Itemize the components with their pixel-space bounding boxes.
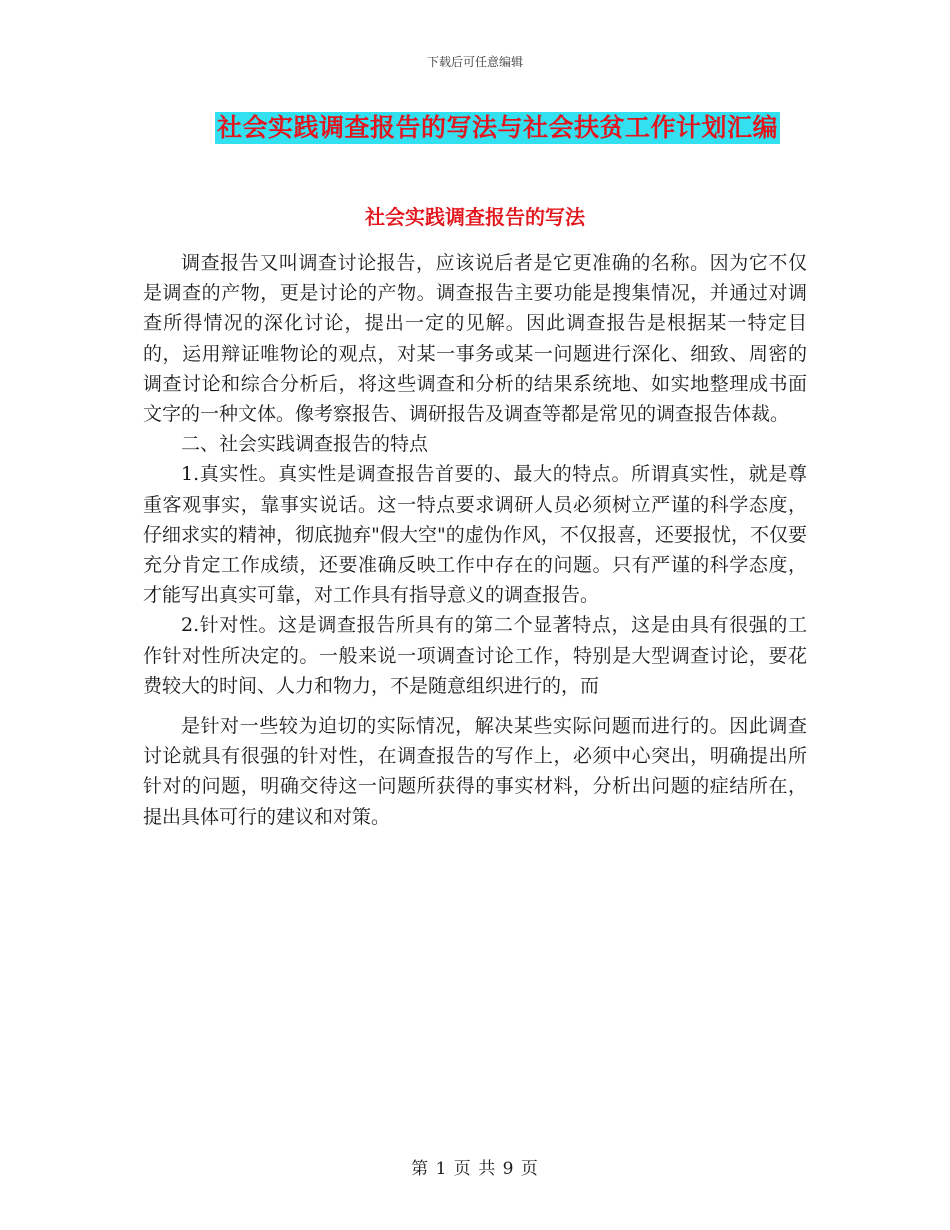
body-text bbox=[143, 248, 807, 832]
paragraph-pertinence: 2.针对性。这是调查报告所具有的第二个显著特点，这是由具有很强的工作针对性所决定的。一般来说一项调查讨论工作，特别是大型调查讨论，要花费较大的时间、人力和物力，不是随意组织进行的，而 bbox=[143, 614, 807, 697]
paragraph-intro: 调查报告又叫调查讨论报告，应该说后者是它更准确的名称。因为它不仅是调查的产物，更是讨论的产物。调查报告主要功能是搜集情况，并通过对调查所得情况的深化讨论，提出一定的见解。因此调查报告是根据某一特定目的，运用辩证唯物论的观点，对某一事务或某一问题进行深化、细致、周密的调查讨论和综合分析后，将这些调查和分析的结果系统地、如实地整理成书面文字的一种文体。像考察报告、调研报告及调查等都是常见的调查报告体裁。 bbox=[143, 252, 807, 426]
page-number-footer: 第 1 页 共 9 页 bbox=[411, 1159, 539, 1179]
main-title-container bbox=[0, 112, 950, 144]
header-note: 下载后可任意编辑 bbox=[426, 55, 523, 69]
paragraph-pertinence-continued: 是针对一些较为迫切的实际情况，解决某些实际问题而进行的。因此调查讨论就具有很强的针对性，在调查报告的写作上，必须中心突出，明确提出所针对的问题，明确交待这一问题所获得的事实材料，分析出问题的症结所在，提出具体可行的建议和对策。 bbox=[143, 715, 807, 828]
paragraph-heading-features: 二、社会实践调查报告的特点 bbox=[181, 433, 429, 456]
section-title: 社会实践调查报告的写法 bbox=[365, 205, 585, 229]
paragraph-authenticity: 1.真实性。真实性是调查报告首要的、最大的特点。所谓真实性，就是尊重客观事实，靠事实说话。这一特点要求调研人员必须树立严谨的科学态度，仔细求实的精神，彻底抛弃"假大空"的虚伪作风，不仅报喜，还要报忧，不仅要充分肯定工作成绩，还要准确反映工作中存在的问题。只有严谨的科学态度，才能写出真实可靠，对工作具有指导意义的调查报告。 bbox=[143, 463, 807, 607]
main-title: 社会实践调查报告的写法与社会扶贫工作计划汇编 bbox=[216, 113, 778, 142]
